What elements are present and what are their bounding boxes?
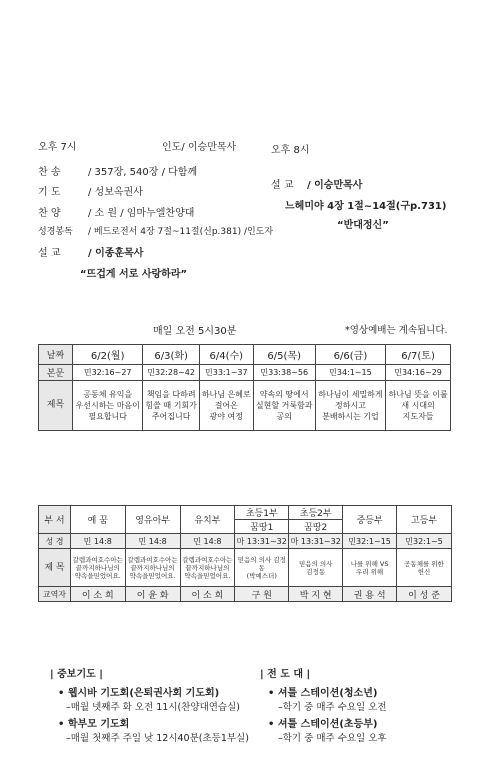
title-line: 공의: [276, 412, 292, 421]
departments-table: [38, 505, 452, 602]
table-row: [39, 506, 452, 520]
title-line: 분배하시는 기업: [322, 412, 379, 421]
dept-ref: 마 13:31~32: [289, 534, 343, 549]
title-line: 약속을믿었어요.: [184, 571, 231, 580]
dept-minister: 이 윤 화: [125, 587, 180, 602]
day-title: [315, 381, 385, 431]
evening-7-leader: 인도/ 이승만목사: [162, 142, 237, 153]
evangelism-item-detail: –학기 중 매주 수요일 오전: [278, 702, 387, 713]
title-line: 광야 여정: [209, 412, 244, 421]
day-date: 6/7(토): [386, 345, 451, 365]
day-title: [199, 381, 253, 431]
dept-ref: 마 13:31~32: [235, 534, 289, 549]
table-row: [39, 587, 452, 602]
row-header-title: 제목: [39, 381, 73, 431]
day-ref: 민34:16~29: [386, 365, 451, 381]
row-header-text: 본문: [39, 365, 73, 381]
dept-minister: 이 성 준: [397, 587, 452, 602]
title-line: 필요합니다: [88, 412, 128, 421]
title-line: 끝까지하나님의: [130, 563, 175, 572]
title-line: 책임을 다하려: [146, 390, 196, 399]
order-label: 성경봉독: [38, 227, 73, 237]
row-header-dept: 부 서: [39, 506, 71, 534]
dawn-note: *영상예배는 계속됩니다.: [345, 325, 448, 336]
evening-8-sermon-title: “반대정신”: [337, 220, 389, 231]
table-row: [39, 534, 452, 549]
dept-name: 중등부: [343, 506, 397, 534]
title-line: 갈렙과여호수아는: [72, 555, 123, 564]
row-header-title: 제 목: [39, 549, 71, 587]
evangelism-item-title: • 셔틀 스테이션(초등부): [268, 719, 378, 730]
prayer-item-title: • 학부모 기도회: [58, 719, 130, 730]
order-sermon: [38, 244, 143, 259]
day-title: [143, 381, 200, 431]
title-line: 공동체를 위한: [404, 559, 444, 568]
title-line: 우리 위해: [356, 567, 384, 576]
dept-elementary-1: 초등1부: [235, 506, 289, 520]
dept-ref: 민 14:8: [180, 534, 235, 549]
dept-name: 고등부: [397, 506, 452, 534]
dept-title: [343, 549, 397, 587]
title-line: 실현할 거룩함과: [255, 401, 313, 410]
day-title: [253, 381, 315, 431]
day-ref: 민32:28~42: [143, 365, 200, 381]
day-title: [386, 381, 451, 431]
title-line: 김정동: [306, 567, 326, 576]
prayer-item-detail: –매월 첫째주 주일 낮 12시40분(초등1부실): [66, 733, 249, 744]
day-ref: 민32:16~27: [73, 365, 143, 381]
order-label: 기 도: [38, 187, 61, 198]
dept-title: [70, 549, 125, 587]
title-line: 갈렙과여호수아는: [127, 555, 178, 564]
title-line: 정하시고: [334, 401, 366, 410]
title-line: 주어집니다: [151, 412, 191, 421]
dept-name: 영유아부: [125, 506, 180, 534]
title-line: 지도자들: [402, 412, 434, 421]
evangelism-heading: | 전 도 대 |: [260, 669, 311, 680]
table-row: [39, 345, 451, 365]
title-line: 우선시하는 마음이: [75, 401, 140, 410]
dept-ref: 민 14:8: [70, 534, 125, 549]
evening-8-time: 오후 8시: [271, 145, 310, 156]
evening-7-time: 오후 7시: [38, 142, 77, 153]
dept-minister: 박 지 현: [289, 587, 343, 602]
evangelism-item-detail: –학기 중 매주 수요일 오후: [278, 733, 387, 744]
dept-name: 유치부: [180, 506, 235, 534]
day-date: 6/2(월): [73, 345, 143, 365]
day-title: [73, 381, 143, 431]
order-value: / 베드로전서 4장 7절~11절(신p.381) /인도자: [88, 227, 274, 237]
title-line: 헌신: [417, 567, 431, 576]
order-label: 설 교: [38, 248, 61, 259]
title-line: 믿음의 의사: [298, 559, 333, 568]
order-hymn: [38, 163, 197, 178]
dept-ref: 민32:1~5: [397, 534, 452, 549]
day-date: 6/3(화): [143, 345, 200, 365]
dept-ref: 민32:1~15: [343, 534, 397, 549]
order-prayer: [38, 183, 143, 198]
title-line: 약속을믿었어요.: [74, 571, 121, 580]
row-header-bible: 성 경: [39, 534, 71, 549]
dept-name: 예 꿈: [70, 506, 125, 534]
dept-title: [289, 549, 343, 587]
table-row: [39, 381, 451, 431]
dept-minister: 이 소 희: [70, 587, 125, 602]
order-value: / 소 원 / 임마누엘찬양대: [88, 208, 195, 219]
dept-title: [235, 549, 289, 587]
table-row: [39, 365, 451, 381]
order-value: / 이종훈목사: [88, 248, 144, 259]
title-line: 믿음의 의사 김정동: [237, 555, 286, 572]
title-line: 하나님 뜻을 이룰: [388, 390, 448, 399]
order-value: / 357장, 540장 / 다함께: [88, 167, 198, 178]
day-date: 6/5(목): [253, 345, 315, 365]
dept-dream-1: 꿈땅1: [235, 520, 289, 534]
title-line: 나를 위해 VS: [350, 559, 389, 568]
order-label: 찬 양: [38, 208, 61, 219]
dawn-heading: 매일 오전 5시30분: [153, 326, 237, 337]
title-line: 하나님 은혜로: [201, 390, 251, 399]
dept-minister: 이 소 희: [180, 587, 235, 602]
prayer-item-title: • 웹시바 기도회(은퇴권사회 기도회): [58, 688, 220, 699]
title-line: 끝까지하나님의: [185, 563, 230, 572]
preacher: / 이승만목사: [307, 180, 363, 191]
dept-ref: 민 14:8: [125, 534, 180, 549]
dept-title: [125, 549, 180, 587]
title-line: 공동체 유익을: [83, 390, 133, 399]
dawn-schedule-table: [38, 344, 451, 431]
day-date: 6/4(수): [199, 345, 253, 365]
dept-title: [397, 549, 452, 587]
dept-elementary-2: 초등2부: [289, 506, 343, 520]
evening-8-sermon: [271, 176, 362, 191]
day-ref: 민33:38~56: [253, 365, 315, 381]
row-header-date: 날짜: [39, 345, 73, 365]
dept-dream-2: 꿈땅2: [289, 520, 343, 534]
order-value: / 성보옥권사: [88, 187, 143, 198]
dept-minister: 권 용 석: [343, 587, 397, 602]
title-line: 걸어온: [214, 401, 238, 410]
evangelism-item-title: • 셔틀 스테이션(청소년): [268, 688, 378, 699]
day-ref: 민33:1~37: [199, 365, 253, 381]
title-line: (박예스더): [246, 571, 277, 580]
title-line: 약속을믿었어요.: [129, 571, 176, 580]
order-scripture: [38, 224, 273, 237]
title-line: 끝까지하나님의: [75, 563, 120, 572]
evening-7-sermon-title: “뜨겁게 서로 사랑하라”: [80, 269, 188, 280]
title-line: 힘쓸 때 기회가: [145, 401, 197, 410]
title-line: 새 시대의: [401, 401, 435, 410]
day-date: 6/6(금): [315, 345, 385, 365]
prayer-heading: | 중보기도 |: [50, 669, 103, 680]
title-line: 하나님이 세밀하게: [318, 390, 383, 399]
evening-8-scripture: 느헤미야 4장 1절~14절(구p.731): [285, 201, 447, 212]
title-line: 약속의 땅에서: [259, 390, 309, 399]
order-praise: [38, 204, 194, 219]
sermon-label: 설 교: [271, 180, 294, 191]
order-label: 찬 송: [38, 167, 61, 178]
day-ref: 민34:1~15: [315, 365, 385, 381]
table-row: [39, 549, 452, 587]
dept-minister: 구 원: [235, 587, 289, 602]
title-line: 갈렙과여호수아는: [182, 555, 233, 564]
row-header-minister: 교역자: [39, 587, 71, 602]
prayer-item-detail: –매월 넷째주 화 오전 11시(찬양대연습실): [66, 702, 240, 713]
dept-title: [180, 549, 235, 587]
